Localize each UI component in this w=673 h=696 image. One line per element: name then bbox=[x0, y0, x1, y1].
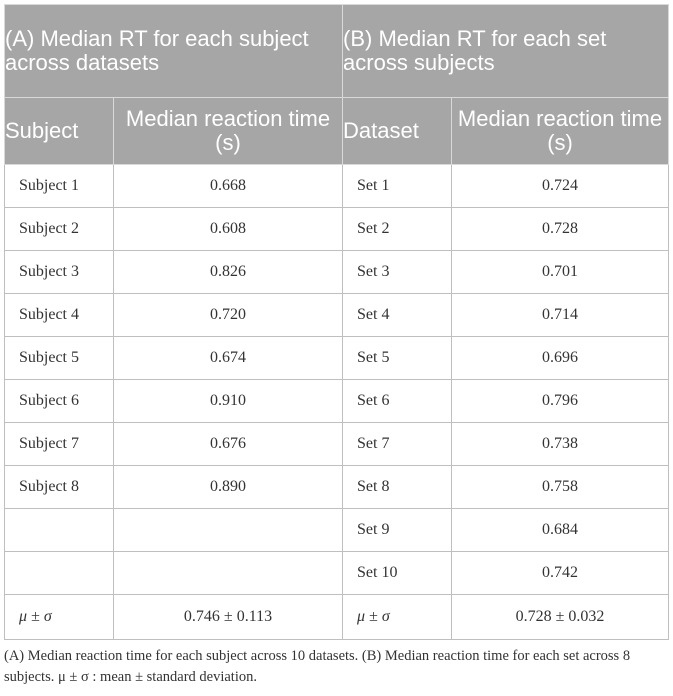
subject-median-cell: 0.826 bbox=[114, 251, 343, 294]
column-header-row bbox=[5, 98, 669, 165]
table-row bbox=[5, 466, 669, 509]
summary-label-a: μ ± σ bbox=[5, 595, 114, 640]
table-row bbox=[5, 509, 669, 552]
subject-cell: Subject 6 bbox=[5, 380, 114, 423]
dataset-cell: Set 1 bbox=[343, 165, 452, 208]
subject-median-cell: 0.890 bbox=[114, 466, 343, 509]
subject-median-cell: 0.668 bbox=[114, 165, 343, 208]
group-header-row bbox=[5, 5, 669, 98]
dataset-cell: Set 9 bbox=[343, 509, 452, 552]
table-body bbox=[5, 165, 669, 595]
subject-cell: Subject 1 bbox=[5, 165, 114, 208]
subject-cell: Subject 7 bbox=[5, 423, 114, 466]
subject-median-cell: 0.910 bbox=[114, 380, 343, 423]
subject-cell: Subject 5 bbox=[5, 337, 114, 380]
table-row bbox=[5, 208, 669, 251]
dataset-cell: Set 4 bbox=[343, 294, 452, 337]
dataset-cell: Set 6 bbox=[343, 380, 452, 423]
dataset-median-cell: 0.696 bbox=[452, 337, 669, 380]
table-footnote: (A) Median reaction time for each subject across 10 datasets. (B) Median reaction time for each set across 8 subjects. μ ± σ : mean ± standard deviation. bbox=[4, 648, 631, 685]
column-header-median-rt-a: Median reaction time (s) bbox=[114, 98, 343, 165]
subject-median-cell bbox=[114, 552, 343, 595]
dataset-median-cell: 0.728 bbox=[452, 208, 669, 251]
table-row bbox=[5, 423, 669, 466]
dataset-cell: Set 2 bbox=[343, 208, 452, 251]
dataset-median-cell: 0.701 bbox=[452, 251, 669, 294]
subject-median-cell: 0.608 bbox=[114, 208, 343, 251]
table-row bbox=[5, 251, 669, 294]
subject-median-cell: 0.720 bbox=[114, 294, 343, 337]
column-header-median-rt-b: Median reaction time (s) bbox=[452, 98, 669, 165]
subject-median-cell: 0.676 bbox=[114, 423, 343, 466]
dataset-median-cell: 0.724 bbox=[452, 165, 669, 208]
dataset-median-cell: 0.684 bbox=[452, 509, 669, 552]
summary-row bbox=[5, 595, 669, 640]
dataset-cell: Set 5 bbox=[343, 337, 452, 380]
subject-cell: Subject 2 bbox=[5, 208, 114, 251]
median-rt-table bbox=[4, 4, 669, 640]
dataset-cell: Set 8 bbox=[343, 466, 452, 509]
dataset-median-cell: 0.758 bbox=[452, 466, 669, 509]
table-row bbox=[5, 380, 669, 423]
subject-cell: Subject 3 bbox=[5, 251, 114, 294]
dataset-median-cell: 0.738 bbox=[452, 423, 669, 466]
subject-cell bbox=[5, 552, 114, 595]
summary-value-b: 0.728 ± 0.032 bbox=[452, 595, 669, 640]
dataset-median-cell: 0.796 bbox=[452, 380, 669, 423]
dataset-cell: Set 3 bbox=[343, 251, 452, 294]
subject-cell: Subject 8 bbox=[5, 466, 114, 509]
group-header-b: (B) Median RT for each set across subjects bbox=[343, 5, 669, 98]
subject-cell bbox=[5, 509, 114, 552]
subject-cell: Subject 4 bbox=[5, 294, 114, 337]
dataset-cell: Set 7 bbox=[343, 423, 452, 466]
group-header-a: (A) Median RT for each subject across datasets bbox=[5, 5, 343, 98]
table-row bbox=[5, 337, 669, 380]
column-header-subject: Subject bbox=[5, 98, 114, 165]
dataset-cell: Set 10 bbox=[343, 552, 452, 595]
subject-median-cell: 0.674 bbox=[114, 337, 343, 380]
table-row bbox=[5, 552, 669, 595]
subject-median-cell bbox=[114, 509, 343, 552]
column-header-dataset: Dataset bbox=[343, 98, 452, 165]
table-row bbox=[5, 165, 669, 208]
summary-label-b: μ ± σ bbox=[343, 595, 452, 640]
dataset-median-cell: 0.742 bbox=[452, 552, 669, 595]
summary-value-a: 0.746 ± 0.113 bbox=[114, 595, 343, 640]
table-row bbox=[5, 294, 669, 337]
dataset-median-cell: 0.714 bbox=[452, 294, 669, 337]
